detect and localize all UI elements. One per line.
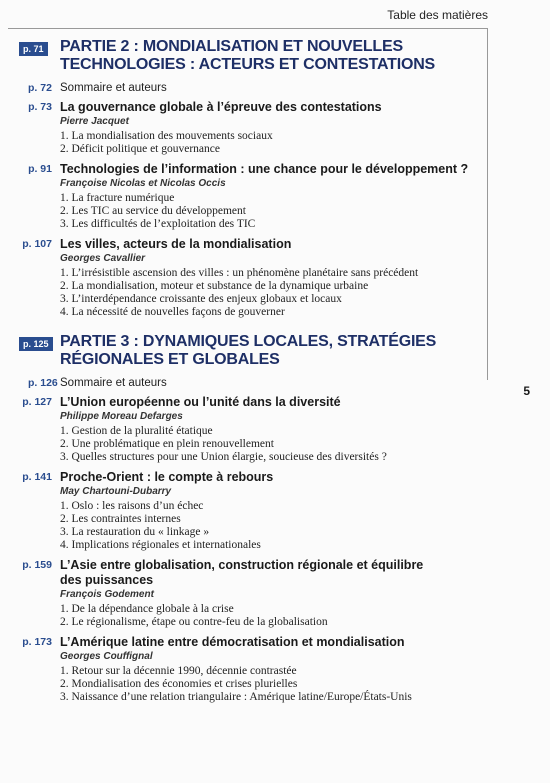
summary-entry[interactable] <box>0 375 490 391</box>
chapter-author: May Chartouni-Dubarry <box>60 486 172 497</box>
chapter-author: Georges Cavallier <box>60 253 146 264</box>
chapter-section: 4. La nécessité de nouvelles façons de gouverner <box>60 306 285 318</box>
entry-page: p. 126 <box>28 377 58 389</box>
chapter-section: 1. Gestion de la pluralité étatique <box>60 425 213 437</box>
chapter-author: Georges Couffignal <box>60 651 153 662</box>
chapter-entry[interactable] <box>0 162 490 231</box>
chapter-page: p. 173 <box>22 636 52 648</box>
chapter-title: Technologies de l’information : une chance pour le développement ? <box>60 162 469 176</box>
part-page-badge: p. 71 <box>19 42 48 56</box>
chapter-section: 1. L’irrésistible ascension des villes : un phénomène planétaire sans précédent <box>60 267 419 279</box>
chapter-section: 4. Implications régionales et internationales <box>60 539 261 551</box>
chapter-section: 3. Naissance d’une relation triangulaire : Amérique latine/Europe/États-Unis <box>60 691 412 703</box>
part-heading[interactable] <box>0 333 490 369</box>
chapter-section: 3. Quelles structures pour une Union élargie, soucieuse des diversités ? <box>60 451 387 463</box>
chapter-author: Philippe Moreau Defarges <box>60 411 183 422</box>
chapter-page: p. 141 <box>22 471 52 483</box>
chapter-author: Françoise Nicolas et Nicolas Occis <box>60 178 226 189</box>
chapter-section: 1. De la dépendance globale à la crise <box>60 603 234 615</box>
part-title-line: TECHNOLOGIES : ACTEURS ET CONTESTATIONS <box>60 56 436 73</box>
chapter-page: p. 127 <box>22 396 52 408</box>
chapter-section: 3. Les difficultés de l’exploitation des TIC <box>60 218 256 230</box>
chapter-title: L’Asie entre globalisation, construction régionale et équilibre <box>60 558 424 572</box>
entry-page: p. 72 <box>28 82 52 94</box>
chapter-section: 1. La fracture numérique <box>60 192 175 204</box>
summary-entry[interactable] <box>0 80 490 96</box>
part-title-line: PARTIE 2 : MONDIALISATION ET NOUVELLES <box>60 38 403 55</box>
chapter-title: Proche-Orient : le compte à rebours <box>60 470 274 484</box>
chapter-page: p. 91 <box>28 163 52 175</box>
chapter-section: 3. L’interdépendance croissante des enjeux globaux et locaux <box>60 293 342 305</box>
chapter-entry[interactable] <box>0 395 490 464</box>
table-of-contents <box>0 38 490 710</box>
part-page-badge: p. 125 <box>19 337 53 351</box>
chapter-section: 2. Les contraintes internes <box>60 513 181 525</box>
chapter-section: 1. Retour sur la décennie 1990, décennie contrastée <box>60 665 297 677</box>
chapter-section: 3. La restauration du « linkage » <box>60 526 210 538</box>
chapter-title: L’Amérique latine entre démocratisation et mondialisation <box>60 635 405 649</box>
part-title-line: PARTIE 3 : DYNAMIQUES LOCALES, STRATÉGIES <box>60 333 437 350</box>
chapter-title: La gouvernance globale à l’épreuve des contestations <box>60 100 382 114</box>
chapter-title: L’Union européenne ou l’unité dans la diversité <box>60 395 341 409</box>
chapter-author: Pierre Jacquet <box>60 116 129 127</box>
chapter-section: 1. La mondialisation des mouvements sociaux <box>60 130 273 142</box>
page-number: 5 <box>523 384 530 398</box>
chapter-section: 2. Une problématique en plein renouvellement <box>60 438 274 450</box>
chapter-author: François Godement <box>60 589 154 600</box>
chapter-page: p. 159 <box>22 559 52 571</box>
part-heading[interactable] <box>0 38 490 74</box>
chapter-section: 2. Déficit politique et gouvernance <box>60 143 220 155</box>
chapter-page: p. 73 <box>28 101 52 113</box>
chapter-title: Les villes, acteurs de la mondialisation <box>60 237 292 251</box>
entry-label: Sommaire et auteurs <box>60 82 167 94</box>
chapter-entry[interactable] <box>0 470 490 552</box>
chapter-entry[interactable] <box>0 237 490 319</box>
chapter-title-cont: des puissances <box>60 573 154 587</box>
chapter-entry[interactable] <box>0 635 490 704</box>
chapter-page: p. 107 <box>22 238 52 250</box>
chapter-section: 2. La mondialisation, moteur et substance de la dynamique urbaine <box>60 280 369 292</box>
chapter-entry[interactable] <box>0 100 490 156</box>
entry-label: Sommaire et auteurs <box>60 377 167 389</box>
part-title-line: RÉGIONALES ET GLOBALES <box>60 351 280 368</box>
header-rule <box>8 28 488 29</box>
chapter-section: 2. Le régionalisme, étape ou contre-feu de la globalisation <box>60 616 328 628</box>
chapter-section: 1. Oslo : les raisons d’un échec <box>60 500 204 512</box>
chapter-section: 2. Les TIC au service du développement <box>60 205 246 217</box>
chapter-section: 2. Mondialisation des économies et crises plurielles <box>60 678 298 690</box>
chapter-entry[interactable] <box>0 558 490 629</box>
page-header-title: Table des matières <box>387 8 488 22</box>
